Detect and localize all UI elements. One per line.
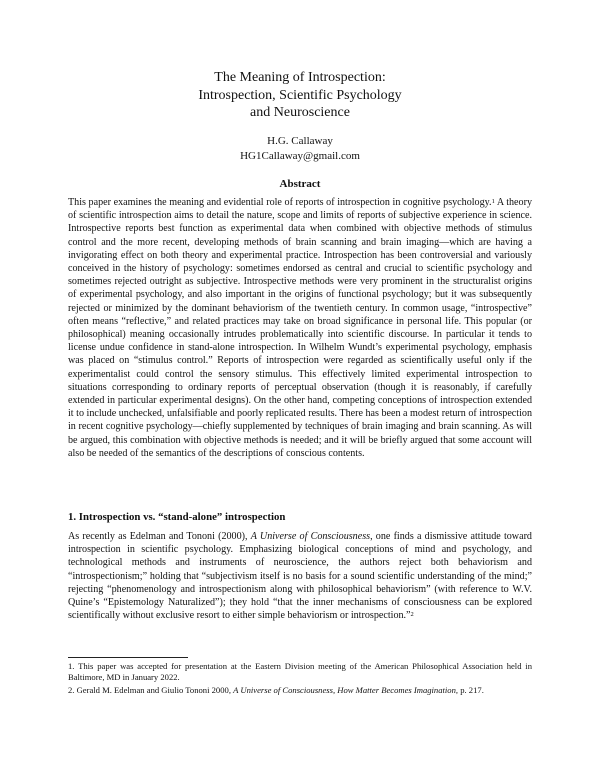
abstract-body [68,196,532,460]
title-line-2: Introspection, Scientific Psychology [198,87,402,103]
section-1-heading: 1. Introspection vs. “stand-alone” introspection [68,511,286,523]
paper-title [0,69,600,122]
footnote-divider [68,657,188,658]
section-1-paragraph [68,530,532,622]
title-line-1: The Meaning of Introspection: [214,70,386,85]
book-title: A Universe of Consciousness [250,531,371,542]
abstract-heading: Abstract [279,178,321,190]
section-1-text-start: As recently as Edelman and Tononi (2000), [68,531,251,542]
title-line-3: and Neuroscience [250,105,350,120]
footnote-mark-1[interactable]: 1 [491,198,495,205]
footnote-2 [68,685,532,696]
footnote-2-start: 2. Gerald M. Edelman and Giulio Tononi 2000, [68,685,234,695]
section-1-text-rest: , one finds a dismissive attitude toward introspection in scientific psychology. Emphasizing biological conceptions of mind and psychology, and technological methods and instruments of neuroscience, the authors reject both behaviorism and “introspectionism;” holding that “subjectivism itself is no basis for a sound scientific understanding of the mind;” rejecting “phenomenology and introspectionism along with philosophical behaviorism” (with reference to W.V. Quine’s “Epistemology Naturalized”); they hold “that the inner mechanisms of consciousness can be explored scientifically without exclusive resort to either simple behaviorism or introspection.” [68,531,532,622]
abstract-first-sentence: This paper examines the meaning and evidential role of reports of introspection in cognitive psychology. [68,197,492,208]
author-email: HG1Callaway@gmail.com [240,150,360,162]
author-name: H.G. Callaway [267,135,333,147]
author-block [0,134,600,164]
footnote-1: 1. This paper was accepted for presentation at the Eastern Division meeting of the American Philosophical Association held in Baltimore, MD in January 2022. [68,661,532,683]
footnote-2-end: , p. 217. [455,685,484,695]
footnote-2-book: A Universe of Consciousness, How Matter Becomes Imagination [233,685,456,695]
footnote-mark-2[interactable]: 2 [410,611,414,619]
abstract-text: A theory of scientific introspection aims to detail the nature, scope and limits of reports of subjective experience in science. Introspective reports best function as experimental data when combined with objective methods of stimulus control and the more recent, developing methods of brain scanning and brain imaging—which are having a invigorating effect on both theory and experimental practice. Introspection has been controversial and variously conceived in the history of psychology: sometimes endorsed as central and crucial to scientific psychology and sometimes rejected outright as subjective. Introspective methods were very prominent in the structuralist origins of experimental psychology, and also important in the origins of functional psychology; but it was subsequently rejected or minimized by the dominant behaviorism of the twentieth century. In common usage, “introspective” often means “reflective,” and related practices may take on broad significance in personal life. This popular (or philosophical) meaning occasionally intrudes problematically into scientific discourse. In particular it tends to license undue confidence in stand-alone introspection. In Wilhelm Wundt’s experimental psychology, emphasis was placed on “stimulus control.” Reports of introspection were regarded as scientifically useful only if the experimentalist could control the sensory stimulus. This effectively limited experimental introspection to situations corresponding to ordinary reports of perceptual observation (though it is reasonably, if carefully extended in particular experimental designs). On the other hand, competing conceptions of introspection extended it to include unchecked, unfalsifiable and poorly replicated results. There has been a modest return of introspection in recent cognitive psychology—chiefly supplemented by techniques of brain imaging and brain scanning. As will be argued, this combination with objective methods is needed; and it will be briefly argued that some account will also be needed of the semantics of the descriptions of conscious contents. [68,197,532,459]
